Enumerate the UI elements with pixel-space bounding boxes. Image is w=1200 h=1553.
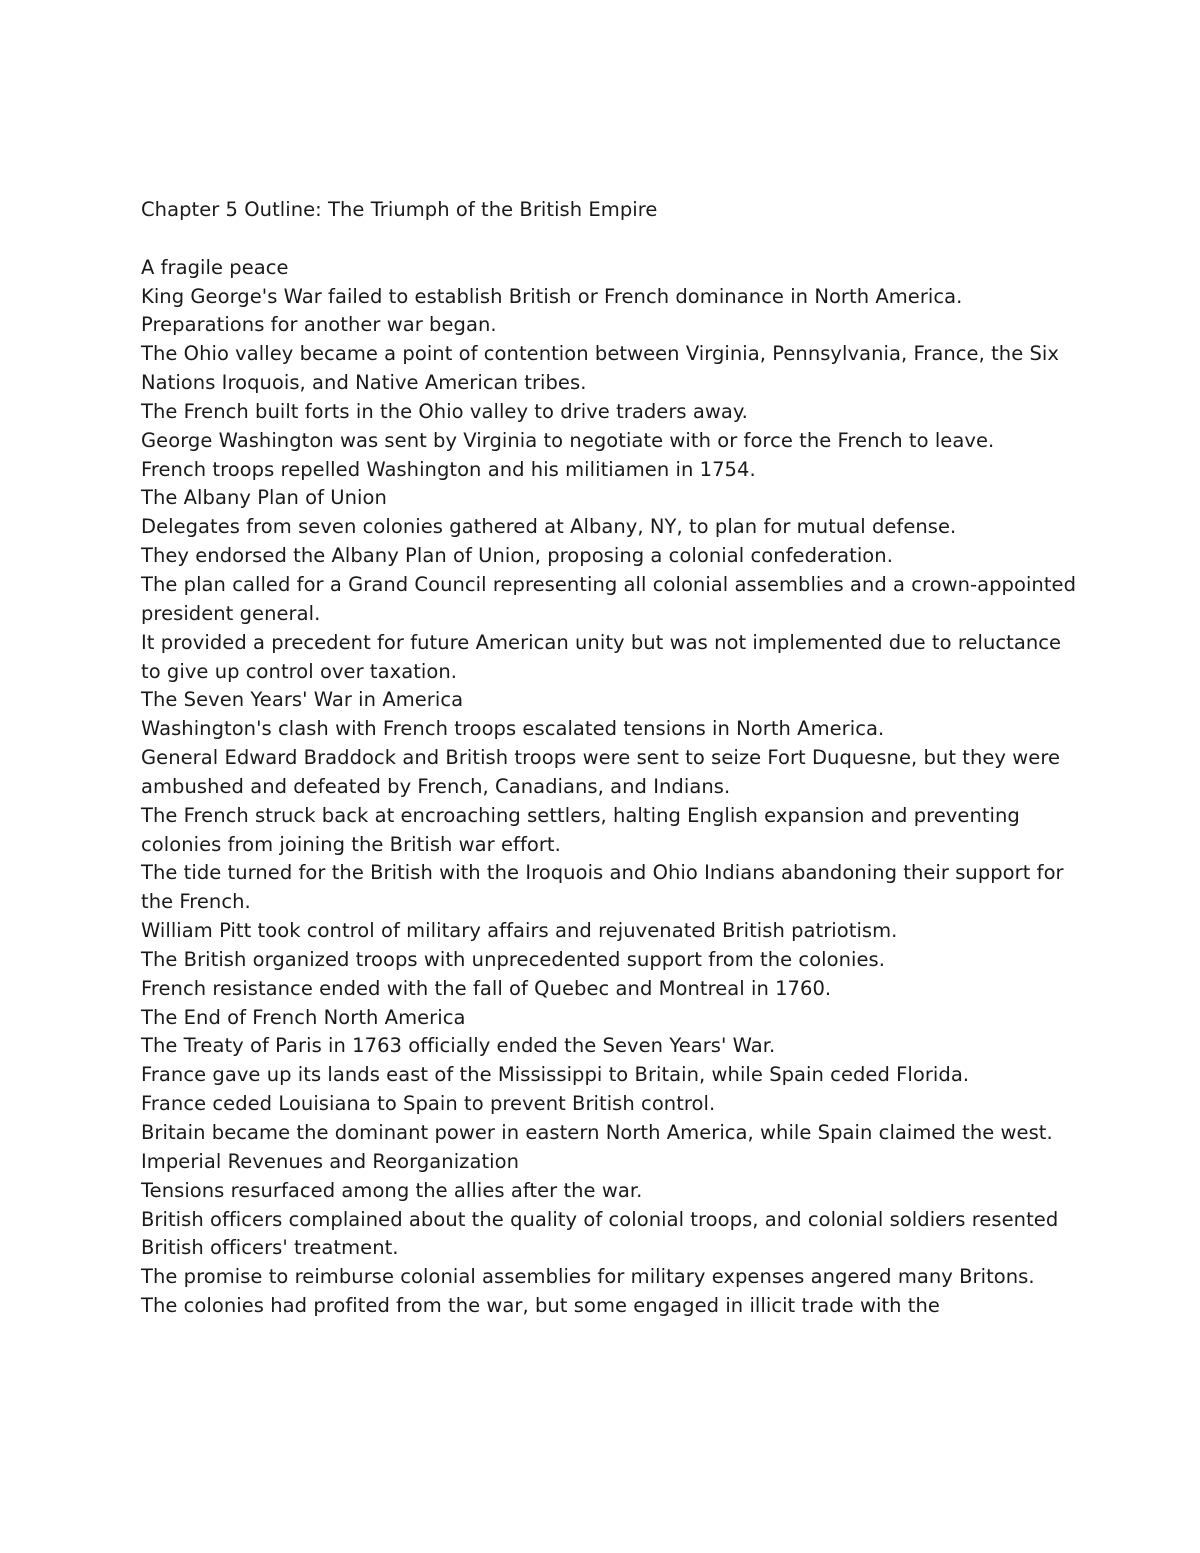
outline-line: The plan called for a Grand Council representing all colonial assemblies and a crown-appointed president general.: [141, 572, 1077, 625]
outline-line: Delegates from seven colonies gathered at Albany, NY, to plan for mutual defense.: [141, 515, 957, 539]
outline-line: The British organized troops with unprecedented support from the colonies.: [141, 947, 886, 971]
outline-line: It provided a precedent for future American unity but was not implemented due to reluctance to give up control over taxation.: [141, 630, 1062, 683]
outline-line: The French struck back at encroaching settlers, halting English expansion and preventing colonies from joining the British war effort.: [141, 803, 1020, 856]
section-heading-seven-years-war: The Seven Years' War in America: [141, 688, 464, 712]
outline-line: They endorsed the Albany Plan of Union, proposing a colonial confederation.: [141, 544, 893, 568]
document-title: Chapter 5 Outline: The Triumph of the British Empire: [141, 198, 658, 221]
outline-line: King George's War failed to establish British or French dominance in North America.: [141, 284, 963, 308]
outline-line: French resistance ended with the fall of Quebec and Montreal in 1760.: [141, 976, 832, 1000]
outline-line: French troops repelled Washington and his militiamen in 1754.: [141, 457, 756, 481]
blank-line: [141, 225, 1076, 254]
outline-line: Britain became the dominant power in eastern North America, while Spain claimed the west.: [141, 1121, 1053, 1144]
outline-line: British officers complained about the quality of colonial troops, and colonial soldiers resented British officers' treatment.: [141, 1207, 1059, 1260]
outline-line: The colonies had profited from the war, but some engaged in illicit trade with the: [141, 1294, 940, 1318]
outline-line: George Washington was sent by Virginia to negotiate with or force the French to leave.: [141, 428, 995, 452]
outline-line: Washington's clash with French troops escalated tensions in North America.: [141, 717, 885, 741]
section-heading-albany-plan: The Albany Plan of Union: [141, 486, 387, 510]
outline-line: France gave up its lands east of the Mississippi to Britain, while Spain ceded Florida.: [141, 1063, 970, 1087]
section-heading-imperial-revenues: Imperial Revenues and Reorganization: [141, 1149, 520, 1173]
outline-line: The tide turned for the British with the Iroquois and Ohio Indians abandoning their support for the French.: [141, 861, 1064, 914]
outline-line: The Treaty of Paris in 1763 officially ended the Seven Years' War.: [141, 1034, 776, 1058]
outline-line: Tensions resurfaced among the allies after the war.: [141, 1178, 643, 1202]
section-heading-fragile-peace: A fragile peace: [141, 255, 289, 279]
section-heading-end-french-north-america: The End of French North America: [141, 1005, 466, 1029]
outline-line: The promise to reimburse colonial assemblies for military expenses angered many Britons.: [141, 1265, 1035, 1289]
outline-line: The French built forts in the Ohio valley to drive traders away.: [141, 399, 748, 423]
outline-line: William Pitt took control of military affairs and rejuvenated British patriotism.: [141, 919, 898, 943]
document-body: [141, 196, 1076, 1321]
outline-line: Preparations for another war began.: [141, 313, 497, 337]
outline-line: General Edward Braddock and British troops were sent to seize Fort Duquesne, but they were ambushed and defeated by French, Canadians, and Indians.: [141, 746, 1060, 798]
outline-line: France ceded Louisiana to Spain to prevent British control.: [141, 1092, 716, 1116]
outline-line: The Ohio valley became a point of contention between Virginia, Pennsylvania, France, the Six Nations Iroquois, and Native American tribes.: [141, 342, 1059, 395]
